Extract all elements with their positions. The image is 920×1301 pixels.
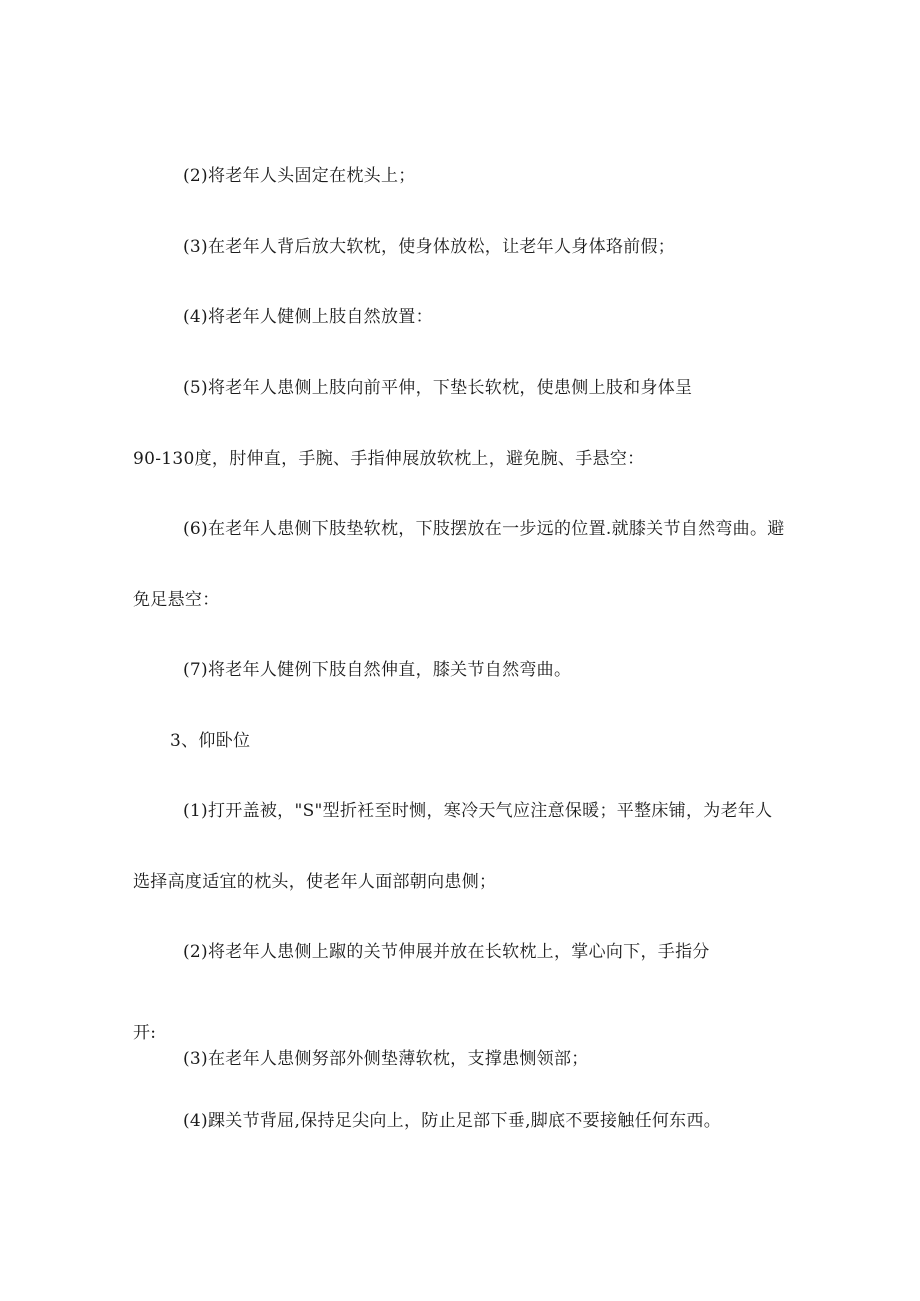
paragraph-step-4-healthy-upper-limb: (4)将老年人健侧上肢自然放置： [183, 307, 433, 327]
paragraph-supine-step-2-continuation: 开: [133, 1023, 157, 1043]
paragraph-step-5-affected-upper-limb: (5)将老年人患侧上肢向前平伸，下垫长软枕，使患侧上肢和身体呈 [183, 378, 693, 398]
paragraph-step-5-continuation: 90-130度，肘伸直，手腕、手指伸展放软枕上，避免腕、手悬空： [133, 449, 645, 469]
paragraph-supine-step-2: (2)将老年人患侧上踧的关节伸展并放在长软枕上，掌心向下，手指分 [183, 942, 710, 962]
paragraph-supine-step-1-continuation: 选择高度适宜的枕头，使老年人面部朝向患侧； [133, 872, 497, 892]
paragraph-step-7-healthy-lower-limb: (7)将老年人健例下肢自然伸直，膝关节自然弯曲。 [183, 660, 572, 680]
paragraph-step-6-affected-lower-limb: (6)在老年人患侧下肢垫软枕，下肢摆放在一步远的位置.就膝关节自然弯曲。避 [183, 519, 785, 539]
paragraph-step-3-back-pillow: (3)在老年人背后放大软枕，使身体放松，让老年人身体珞前假； [183, 237, 676, 257]
paragraph-step-6-continuation: 免足悬空： [133, 590, 220, 610]
section-heading-supine-position: 3、仰卧位 [170, 731, 251, 751]
paragraph-step-2-head-on-pillow: (2)将老年人头固定在枕头上； [183, 166, 416, 186]
paragraph-supine-step-3: (3)在老年人患侧努部外侧垫薄软枕，支撑患恻领部； [183, 1049, 589, 1069]
paragraph-supine-step-4: (4)踝关节背屈,保持足尖向上，防止足部下垂,脚底不要接触任何东西。 [183, 1111, 722, 1131]
paragraph-supine-step-1: (1)打开盖被，"S"型折衽至时恻，寒冷天气应注意保暖；平整床铺，为老年人 [183, 801, 773, 821]
